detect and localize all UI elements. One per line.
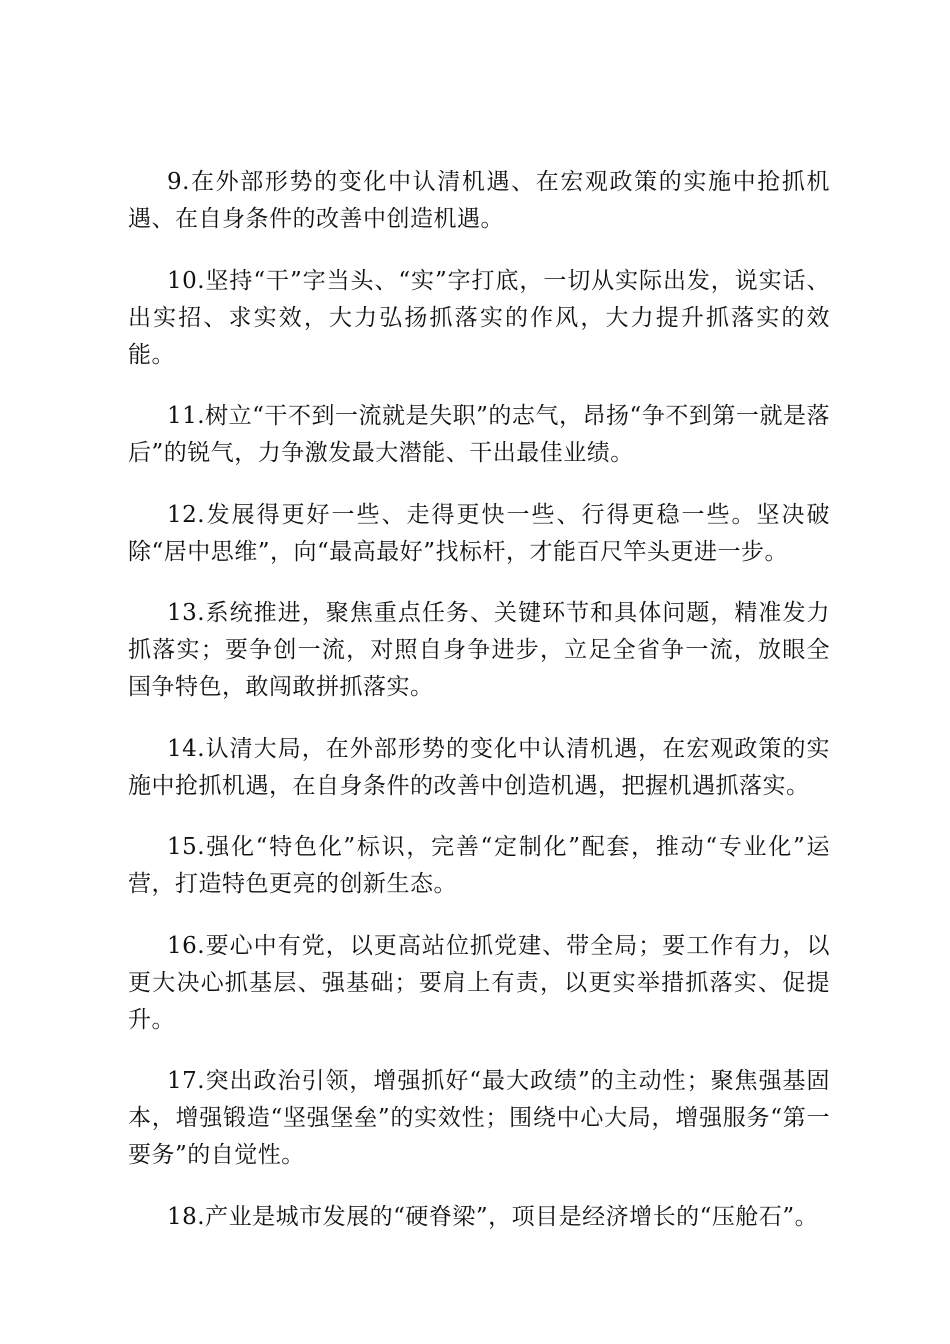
paragraph-16: 16.要心中有党，以更高站位抓党建、带全局；要工作有力，以更大决心抓基层、强基础；要肩上有责，以更实举措抓落实、促提升。	[128, 932, 830, 1033]
paragraph-15: 15.强化“特色化”标识，完善“定制化”配套，推动“专业化”运营，打造特色更亮的创新生态。	[128, 834, 830, 897]
paragraph-9: 9.在外部形势的变化中认清机遇、在宏观政策的实施中抢抓机遇、在自身条件的改善中创造机遇。	[128, 169, 830, 232]
paragraph-17: 17.突出政治引领，增强抓好“最大政绩”的主动性；聚焦强基固本，增强锻造“坚强堡垒”的实效性；围绕中心大局，增强服务“第一要务”的自觉性。	[128, 1068, 830, 1168]
paragraph-14: 14.认清大局，在外部形势的变化中认清机遇，在宏观政策的实施中抢抓机遇，在自身条件的改善中创造机遇，把握机遇抓落实。	[128, 735, 830, 799]
paragraph-18: 18.产业是城市发展的“硬脊梁”，项目是经济增长的“压舱石”。	[167, 1203, 819, 1230]
document-body	[128, 164, 830, 1260]
paragraph-11: 11.树立“干不到一流就是失职”的志气，昂扬“争不到第一就是落后”的锐气，力争激发最大潜能、干出最佳业绩。	[128, 403, 830, 466]
paragraph-12: 12.发展得更好一些、走得更快一些、行得更稳一些。坚决破除“居中思维”，向“最高最好”找标杆，才能百尺竿头更进一步。	[128, 501, 830, 565]
paragraph-13: 13.系统推进，聚焦重点任务、关键环节和具体问题，精准发力抓落实；要争创一流，对照自身争进步，立足全省争一流，放眼全国争特色，敢闯敢拼抓落实。	[128, 600, 830, 700]
paragraph-10: 10.坚持“干”字当头、“实”字打底，一切从实际出发，说实话、出实招、求实效，大力弘扬抓落实的作风，大力提升抓落实的效能。	[128, 267, 830, 368]
